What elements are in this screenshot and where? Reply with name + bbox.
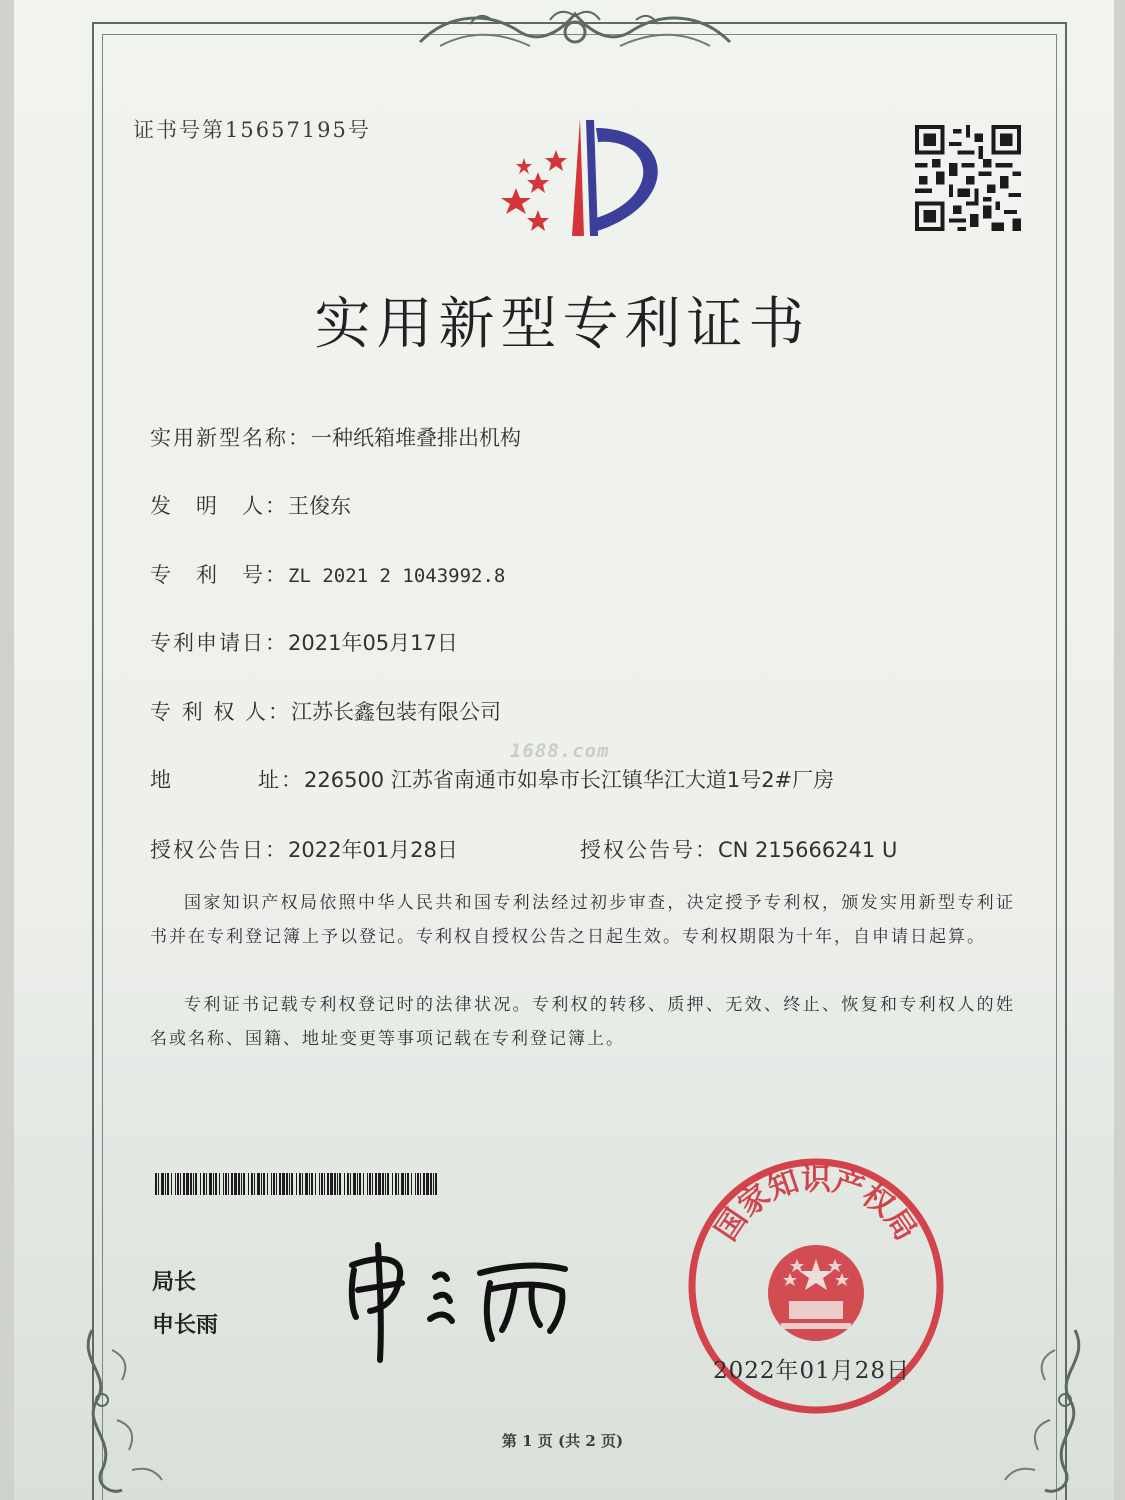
statement-paragraph-1: 国家知识产权局依照中华人民共和国专利法经过初步审查，决定授予专利权，颁发实用新型专利证书并在专利登记簿上予以登记。专利权自授权公告之日起生效。专利权期限为十年，自申请日起算。 [150, 893, 1015, 947]
patentee-value: 江苏长鑫包装有限公司 [291, 700, 502, 724]
grant-number-label: 授权公告号： [580, 838, 718, 862]
patentee-row [150, 696, 501, 726]
patent-number-row [150, 559, 505, 589]
filing-date-value: 2021年05月17日 [288, 631, 458, 655]
cnipa-logo-icon [498, 110, 668, 240]
top-ornament [410, 2, 740, 60]
inventor-value: 王俊东 [288, 494, 351, 518]
statement-paragraph-2: 专利证书记载专利权登记时的法律状况。专利权的转移、质押、无效、终止、恢复和专利权人的姓名或名称、国籍、地址变更等事项记载在专利登记簿上。 [150, 995, 1015, 1049]
certificate-title: 实用新型专利证书 [314, 292, 811, 357]
grant-date-value: 2022年01月28日 [288, 838, 458, 862]
certificate-number: 证书号第15657195号 [133, 118, 371, 142]
svg-text:国家知识产权局 [709, 1162, 923, 1247]
bottom-right-ornament [985, 1320, 1095, 1500]
watermark: 1688.com [510, 740, 610, 762]
patentee-label: 专 利 权 人： [150, 700, 292, 724]
grant-number-row [580, 834, 897, 864]
barcode-icon [155, 1173, 440, 1195]
director-name: 申长雨 [152, 1313, 219, 1338]
director-title: 局长 [152, 1270, 197, 1295]
address-label-a: 地 [150, 768, 173, 792]
filing-date-row [150, 627, 458, 657]
grant-date-label: 授权公告日： [150, 838, 288, 862]
grant-date-row [150, 834, 458, 864]
utility-model-name-value: 一种纸箱堆叠排出机构 [311, 426, 521, 450]
seal-date: 2022年01月28日 [713, 1358, 911, 1384]
filing-date-label: 专利申请日： [150, 631, 288, 655]
page-indicator: 第 1 页 (共 2 页) [501, 1432, 624, 1450]
grant-number-value: CN 215666241 U [718, 838, 898, 862]
patent-number-value: ZL 2021 2 1043992.8 [288, 565, 506, 587]
bottom-left-ornament [72, 1320, 182, 1500]
address-row [150, 764, 834, 794]
utility-model-name-row [150, 422, 521, 452]
address-label-b: 址： [258, 768, 304, 792]
utility-model-name-label: 实用新型名称： [150, 426, 311, 450]
inventor-label: 发 明 人： [150, 494, 288, 518]
address-value: 226500 江苏省南通市如皋市长江镇华江大道1号2#厂房 [304, 768, 835, 792]
seal-text: 国家知识产权局 [708, 1162, 924, 1248]
patent-number-label: 专 利 号： [150, 563, 288, 587]
qr-code-icon [915, 125, 1021, 231]
inventor-row [150, 490, 351, 520]
handwritten-signature [340, 1235, 590, 1365]
